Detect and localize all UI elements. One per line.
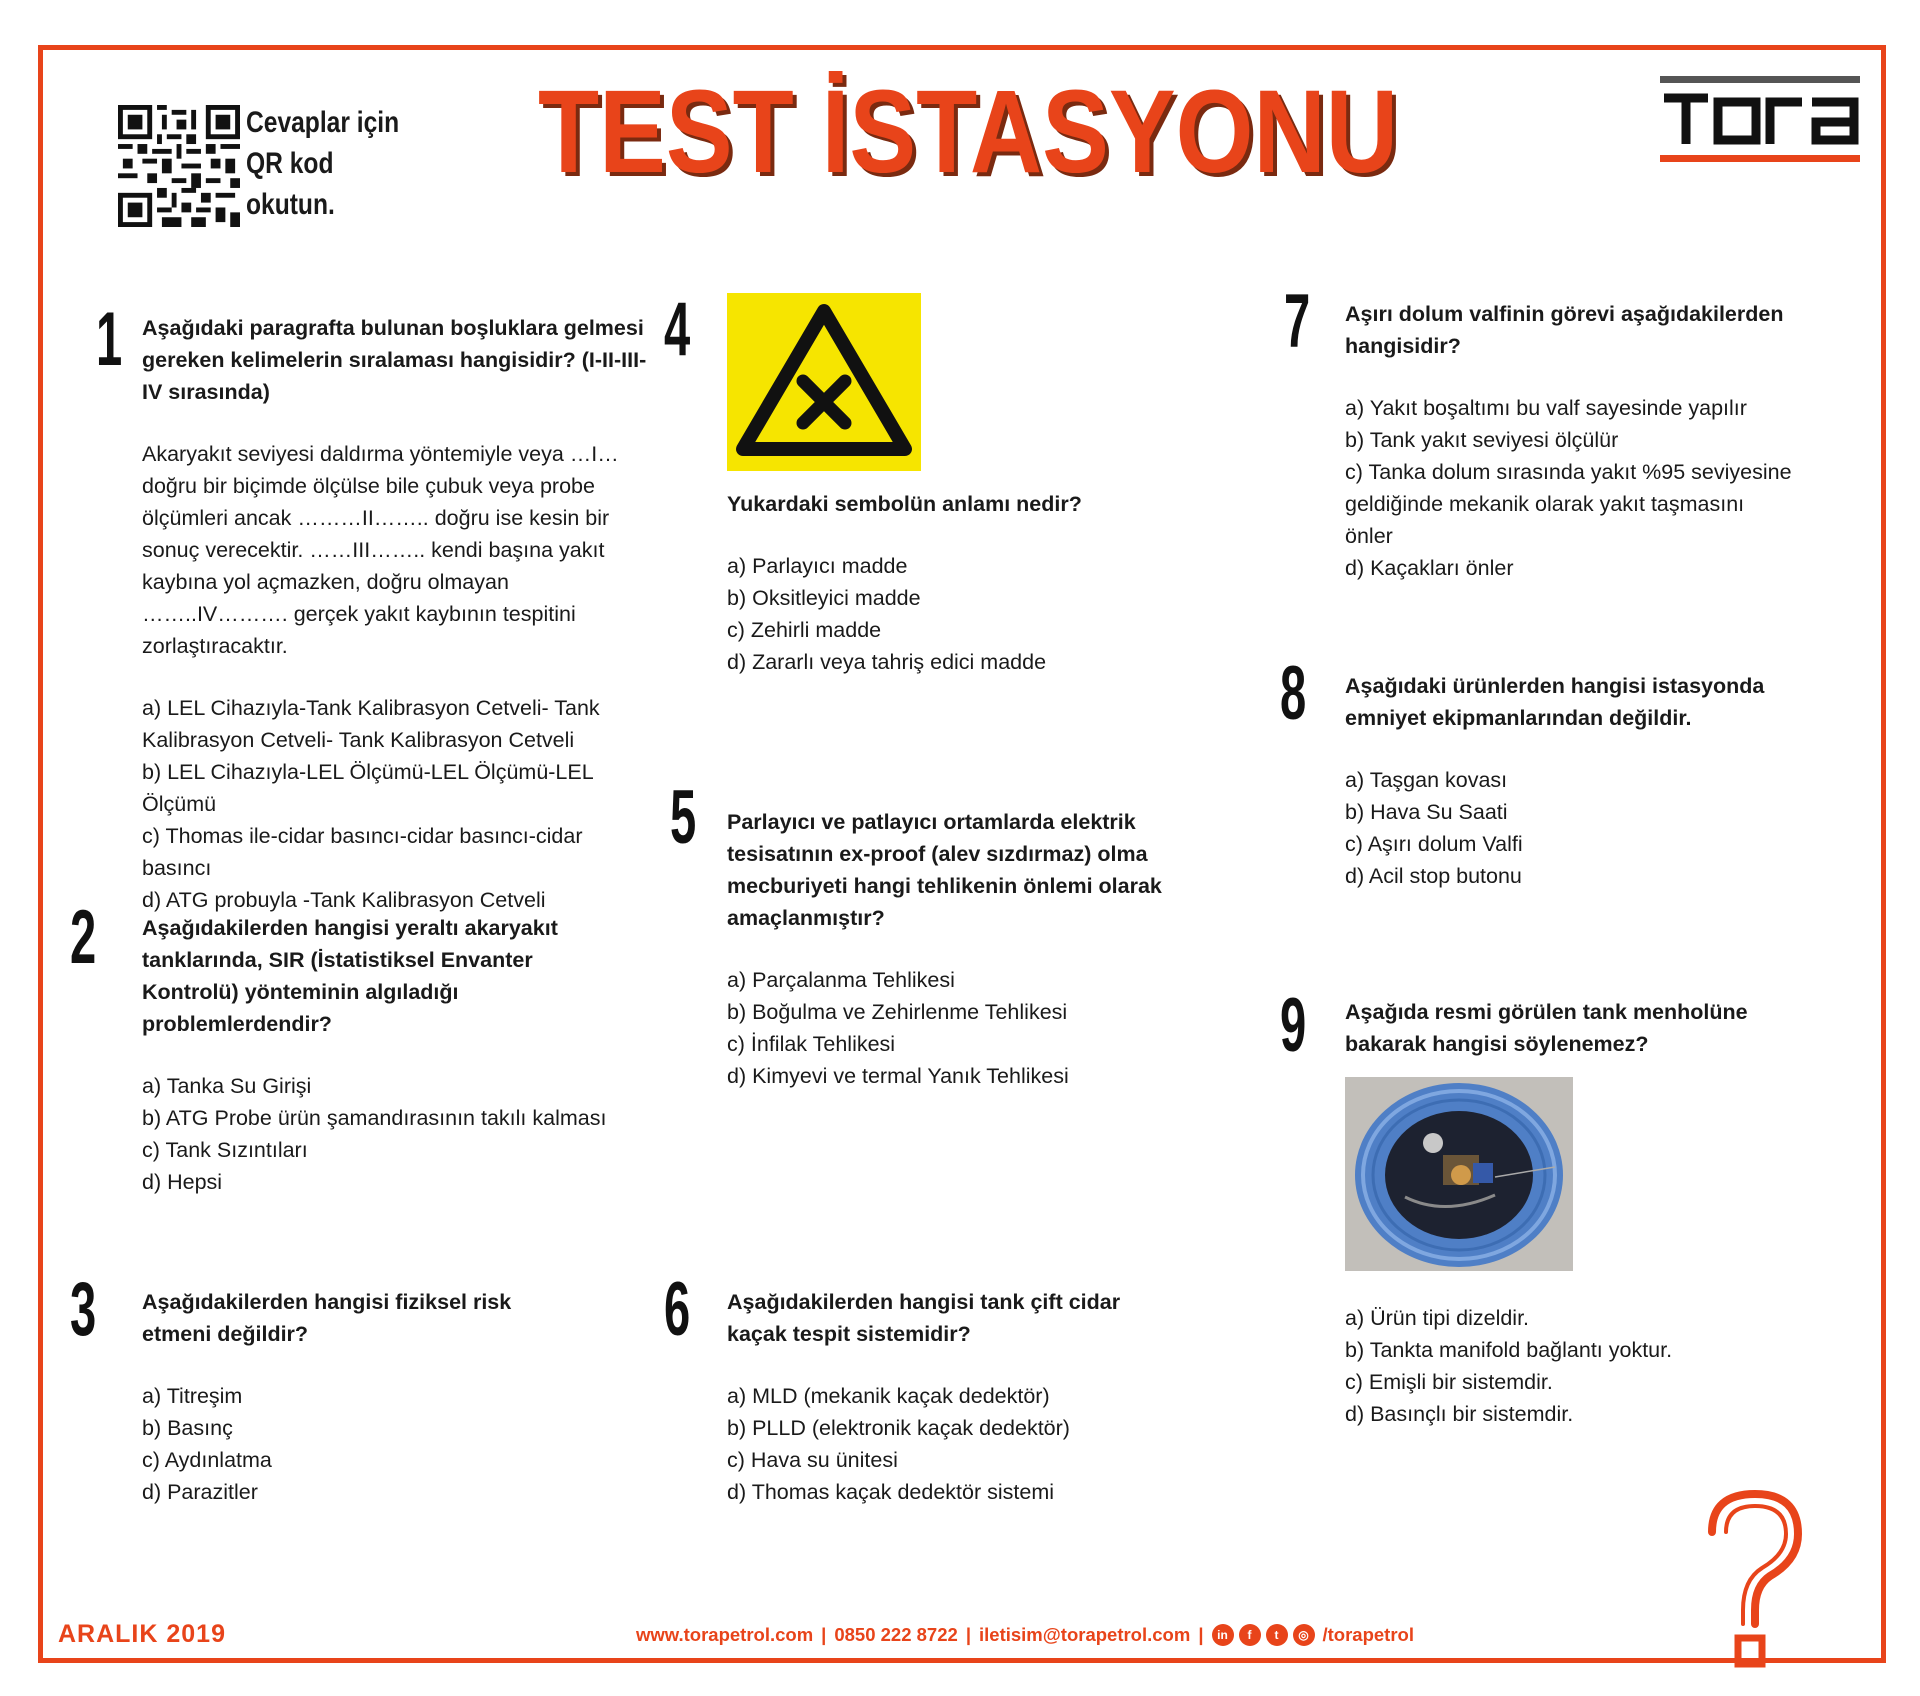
question-number: 7	[1284, 279, 1311, 364]
website-link[interactable]: www.torapetrol.com	[636, 1624, 814, 1645]
question-8	[1345, 670, 1765, 892]
answer-option: d) Acil stop butonu	[1345, 864, 1522, 888]
qr-label-line: okutun.	[246, 188, 335, 221]
qr-label-line: Cevaplar için	[246, 106, 400, 139]
facebook-icon[interactable]: f	[1239, 1624, 1261, 1646]
answer-option: b) LEL Cihazıyla-LEL Ölçümü-LEL Ölçümü-LEL Ölçümü	[142, 760, 593, 816]
question-number: 4	[664, 287, 691, 372]
question-text: Aşağıdaki ürünlerden hangisi istasyonda emniyet ekipmanlarından değildir.	[1345, 674, 1765, 730]
answer-option: a) MLD (mekanik kaçak dedektör)	[727, 1384, 1050, 1408]
question-5	[727, 806, 1199, 1092]
answer-option: a) Ürün tipi dizeldir.	[1345, 1306, 1530, 1330]
question-7	[1345, 298, 1795, 584]
qr-label-line: QR kod	[246, 147, 334, 180]
answer-option: a) Taşgan kovası	[1345, 768, 1508, 792]
answer-option: a) Yakıt boşaltımı bu valf sayesinde yapılır	[1345, 396, 1747, 420]
question-number: 8	[1280, 651, 1307, 736]
answer-option: c) Tanka dolum sırasında yakıt %95 seviyesine geldiğinde mekanik olarak yakıt taşmasını önler	[1345, 460, 1792, 548]
answer-option: b) Hava Su Saati	[1345, 800, 1508, 824]
answer-option: d) Kimyevi ve termal Yanık Tehlikesi	[727, 1064, 1069, 1088]
question-mark-icon	[1700, 1480, 1810, 1680]
answer-option: b) ATG Probe ürün şamandırasının takılı kalması	[142, 1106, 607, 1130]
page-title	[528, 52, 1408, 192]
question-paragraph: Akaryakıt seviyesi daldırma yöntemiyle veya …I… doğru bir biçimde ölçülse bile çubuk veya probe ölçümleri ancak ………II…….. doğru ise kesin bir sonuç verecektir. ……III…….. kendi başına yakıt kaybına yol açmazken, doğru olmayan ……..IV………. gerçek yakıt kaybının tespitini zorlaştıracaktır.	[142, 442, 619, 658]
question-number: 6	[664, 1267, 691, 1352]
question-9-options	[1345, 1302, 1765, 1430]
answer-option: c) Aydınlatma	[142, 1448, 272, 1472]
tora-logo	[1660, 76, 1860, 162]
question-number: 9	[1280, 983, 1307, 1068]
answer-option: b) Tankta manifold bağlantı yoktur.	[1345, 1338, 1673, 1362]
question-text: Aşırı dolum valfinin görevi aşağıdakilerden hangisidir?	[1345, 302, 1784, 358]
hazard-symbol-image	[727, 293, 921, 471]
question-text: Yukardaki sembolün anlamı nedir?	[727, 492, 1082, 516]
instagram-icon[interactable]: ◎	[1293, 1624, 1315, 1646]
answer-option: d) Parazitler	[142, 1480, 258, 1504]
contact-bar: www.torapetrol.com | 0850 222 8722 | iletisim@torapetrol.com | in f t ◎ /torapetrol	[636, 1624, 1414, 1645]
question-text: Aşağıda resmi görülen tank menholüne bakarak hangisi söylenemez?	[1345, 1000, 1748, 1056]
linkedin-icon[interactable]: in	[1212, 1624, 1234, 1646]
answer-option: c) Zehirli madde	[727, 618, 882, 642]
answer-option: c) Hava su ünitesi	[727, 1448, 898, 1472]
question-number: 1	[96, 297, 123, 382]
question-number: 5	[670, 775, 697, 860]
answer-option: c) Emişli bir sistemdir.	[1345, 1370, 1553, 1394]
answer-option: a) Tanka Su Girişi	[142, 1074, 312, 1098]
question-4	[727, 488, 1207, 678]
question-2	[142, 912, 622, 1198]
twitter-icon[interactable]: t	[1266, 1624, 1288, 1646]
issue-date: ARALIK 2019	[58, 1620, 226, 1648]
answer-option: d) Kaçakları önler	[1345, 556, 1514, 580]
question-6	[727, 1286, 1127, 1508]
question-1	[142, 312, 654, 916]
question-text: Aşağıdakilerden hangisi yeraltı akaryakıt tanklarında, SIR (İstatistiksel Envanter Kontrolü) yönteminin algıladığı problemlerdendir?	[142, 916, 558, 1036]
svg-text:TEST İSTASYONU: TEST İSTASYONU	[542, 70, 1402, 192]
question-number: 3	[70, 1267, 97, 1352]
question-9-text-block	[1345, 996, 1765, 1090]
phone-number: 0850 222 8722	[834, 1624, 958, 1645]
question-text: Aşağıdakilerden hangisi fiziksel risk etmeni değildir?	[142, 1290, 512, 1346]
tank-manhole-image	[1345, 1077, 1573, 1271]
answer-option: d) Zararlı veya tahriş edici madde	[727, 650, 1047, 674]
question-3	[142, 1286, 542, 1508]
answer-option: c) İnfilak Tehlikesi	[727, 1032, 896, 1056]
question-text: Aşağıdaki paragrafta bulunan boşluklara gelmesi gereken kelimelerin sıralaması hangisidir? (I-II-III-IV sırasında)	[142, 316, 647, 404]
answer-option: d) Basınçlı bir sistemdir.	[1345, 1402, 1574, 1426]
answer-option: b) Boğulma ve Zehirlenme Tehlikesi	[727, 1000, 1068, 1024]
answer-option: a) Parlayıcı madde	[727, 554, 908, 578]
answer-option: b) Basınç	[142, 1416, 233, 1440]
title-text: TEST İSTASYONU	[538, 66, 1398, 192]
answer-option: c) Thomas ile-cidar basıncı-cidar basıncı-cidar basıncı	[142, 824, 583, 880]
social-handle: /torapetrol	[1322, 1624, 1414, 1645]
answer-option: a) Titreşim	[142, 1384, 243, 1408]
answer-option: b) PLLD (elektronik kaçak dedektör)	[727, 1416, 1070, 1440]
answer-option: d) Hepsi	[142, 1170, 223, 1194]
answer-option: a) LEL Cihazıyla-Tank Kalibrasyon Cetveli- Tank Kalibrasyon Cetveli- Tank Kalibrasyon Cetveli	[142, 696, 600, 752]
question-text: Parlayıcı ve patlayıcı ortamlarda elektrik tesisatının ex-proof (alev sızdırmaz) olma mecburiyeti hangi tehlikenin önlemi olarak amaçlanmıştır?	[727, 810, 1162, 930]
qr-instruction	[246, 102, 399, 225]
qr-code	[118, 105, 240, 227]
answer-option: d) Thomas kaçak dedektör sistemi	[727, 1480, 1055, 1504]
email-link[interactable]: iletisim@torapetrol.com	[979, 1624, 1191, 1645]
answer-option: a) Parçalanma Tehlikesi	[727, 968, 955, 992]
answer-option: b) Tank yakıt seviyesi ölçülür	[1345, 428, 1619, 452]
answer-option: c) Aşırı dolum Valfi	[1345, 832, 1523, 856]
question-text: Aşağıdakilerden hangisi tank çift cidar kaçak tespit sistemidir?	[727, 1290, 1121, 1346]
question-number: 2	[70, 895, 97, 980]
answer-option: c) Tank Sızıntıları	[142, 1138, 308, 1162]
answer-option: d) ATG probuyla -Tank Kalibrasyon Cetveli	[142, 888, 546, 912]
social-icons	[1212, 1624, 1315, 1646]
answer-option: b) Oksitleyici madde	[727, 586, 921, 610]
